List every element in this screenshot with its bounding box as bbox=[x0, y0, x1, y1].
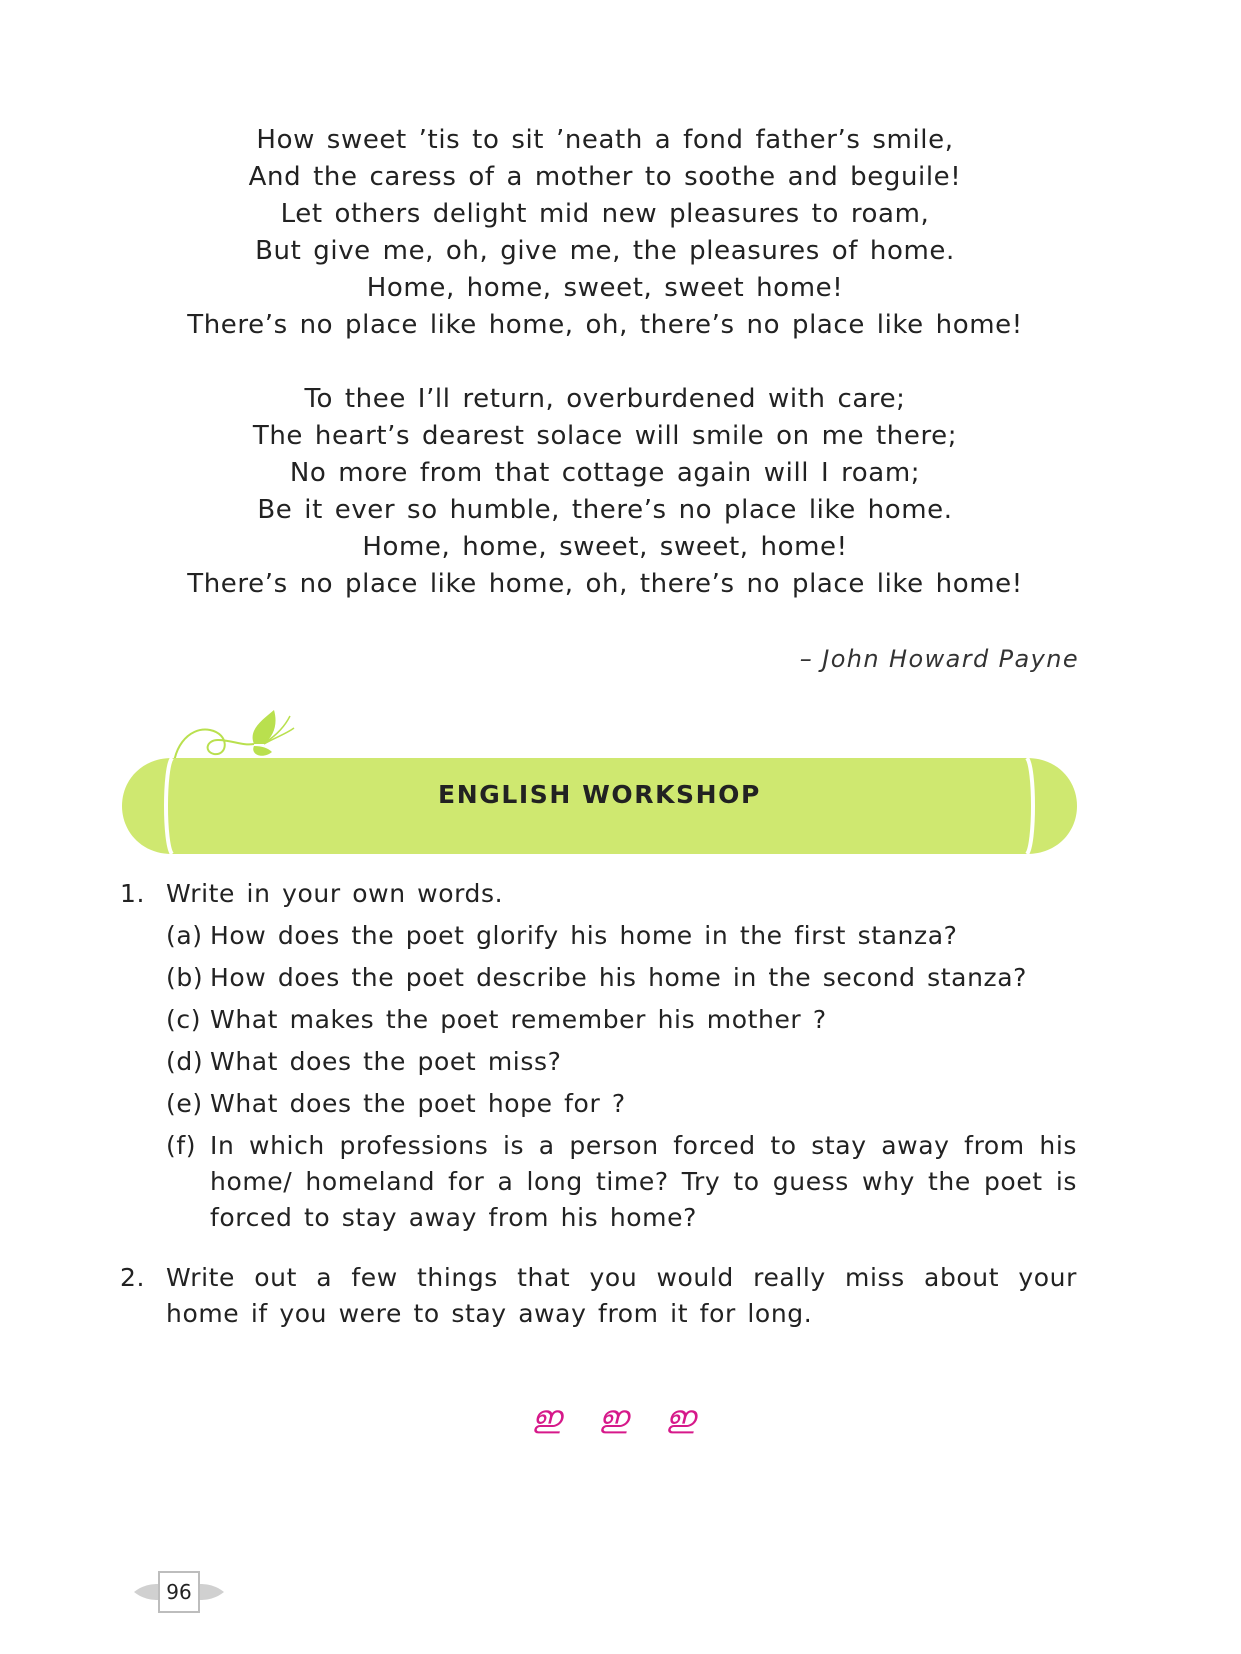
question-1 bbox=[120, 876, 1077, 1236]
sub-question-text: How does the poet glorify his home in the first stanza? bbox=[210, 921, 958, 950]
sub-question-mark: (f) bbox=[166, 1131, 197, 1160]
question-list bbox=[120, 876, 1077, 1332]
sub-question-text: How does the poet describe his home in the second stanza? bbox=[210, 963, 1028, 992]
question-text: Write out a few things that you would really miss about your home if you were to stay away from it for long. bbox=[166, 1263, 1077, 1328]
poem-line: And the caress of a mother to soothe and beguile! bbox=[248, 162, 962, 192]
sub-question-b bbox=[166, 960, 1077, 996]
poem-line: Home, home, sweet, sweet, home! bbox=[362, 532, 848, 562]
poem-line: To thee I’ll return, overburdened with care; bbox=[304, 384, 906, 414]
sub-question-text: What does the poet hope for ? bbox=[210, 1089, 626, 1118]
sub-question-f bbox=[166, 1128, 1077, 1236]
poem-line: There’s no place like home, oh, there’s no place like home! bbox=[187, 569, 1023, 599]
poem-line: No more from that cottage again will I roam; bbox=[289, 458, 921, 488]
question-text: Write in your own words. bbox=[166, 879, 504, 908]
question-number: 2. bbox=[120, 1263, 146, 1292]
question-2 bbox=[120, 1260, 1077, 1332]
poem-line: But give me, oh, give me, the pleasures of home. bbox=[255, 236, 955, 266]
poem-stanza-1 bbox=[150, 122, 1060, 344]
sub-question-text: What makes the poet remember his mother ? bbox=[210, 1005, 827, 1034]
poem-line: Let others delight mid new pleasures to roam, bbox=[280, 199, 930, 229]
section-title: ENGLISH WORKSHOP bbox=[438, 780, 761, 809]
sub-question-mark: (d) bbox=[166, 1047, 204, 1076]
sub-question-mark: (b) bbox=[166, 963, 204, 992]
sub-question-text: What does the poet miss? bbox=[210, 1047, 562, 1076]
page-number: 96 bbox=[166, 1580, 192, 1604]
poem-line: Be it ever so humble, there’s no place like home. bbox=[257, 495, 953, 525]
poem-line: Home, home, sweet, sweet home! bbox=[366, 273, 844, 303]
sub-question-text: In which professions is a person forced to stay away from his home/ homeland for a long time? Try to guess why the poet is forced to stay away from his home? bbox=[210, 1131, 1077, 1232]
sub-question-mark: (a) bbox=[166, 921, 203, 950]
poem-stanza-2 bbox=[150, 381, 1060, 603]
sub-question-mark: (c) bbox=[166, 1005, 202, 1034]
question-number: 1. bbox=[120, 879, 146, 908]
sub-question-mark: (e) bbox=[166, 1089, 203, 1118]
sub-question-c bbox=[166, 1002, 1077, 1038]
sub-question-e bbox=[166, 1086, 1077, 1122]
sub-question-a bbox=[166, 918, 1077, 954]
poem bbox=[150, 122, 1060, 640]
poem-line: The heart’s dearest solace will smile on me there; bbox=[252, 421, 958, 451]
section-end-ornament: ഇ ഇ ഇ bbox=[531, 1400, 710, 1435]
sub-question-d bbox=[166, 1044, 1077, 1080]
poem-line: There’s no place like home, oh, there’s no place like home! bbox=[187, 310, 1023, 340]
poem-author: – John Howard Payne bbox=[799, 645, 1079, 673]
poem-line: How sweet ’tis to sit ’neath a fond father’s smile, bbox=[256, 125, 954, 155]
